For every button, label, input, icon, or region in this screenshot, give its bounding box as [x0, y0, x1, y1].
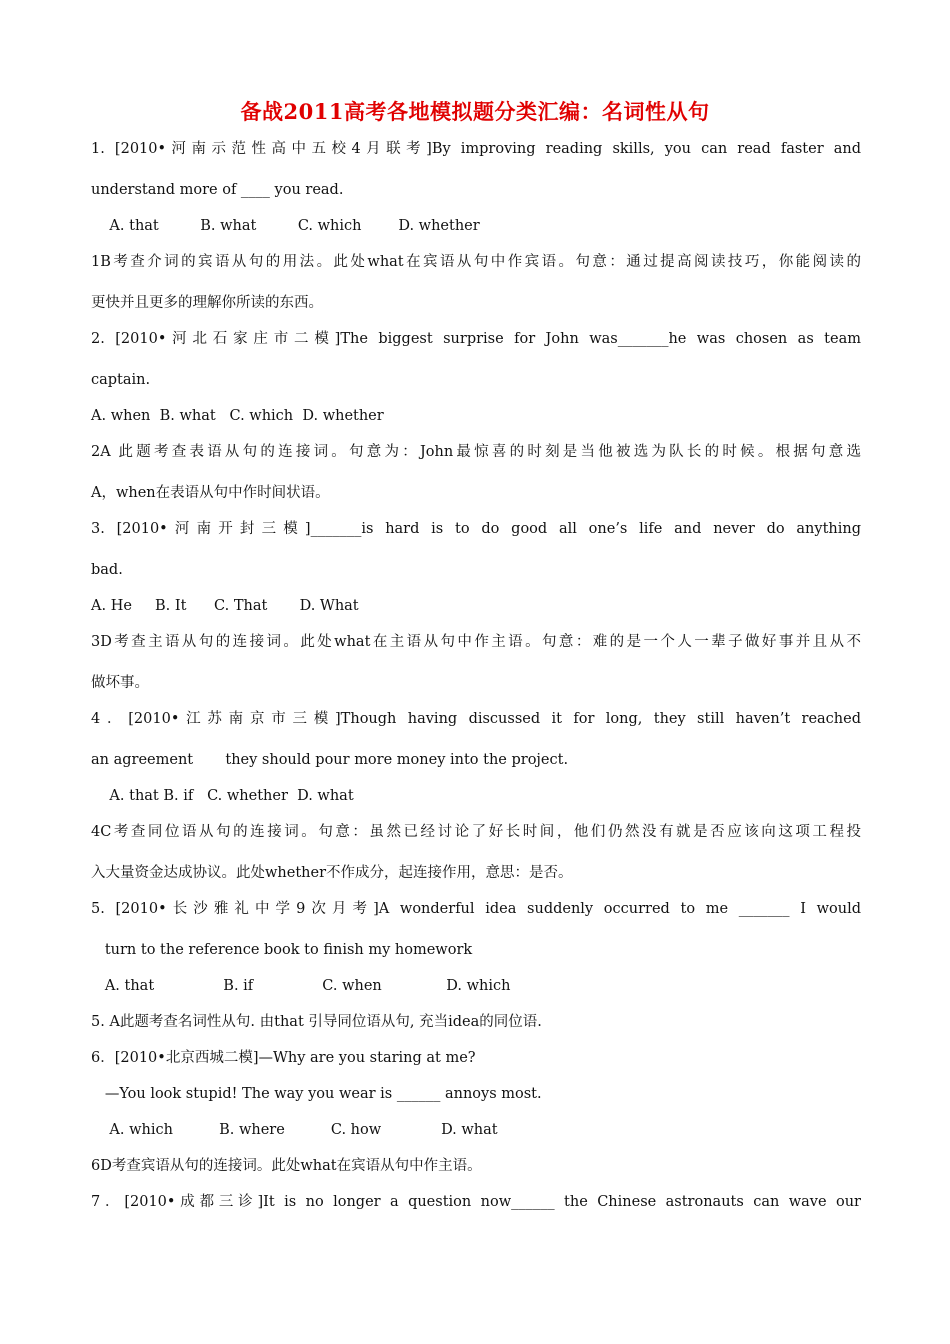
q5-options: A. that B. if C. when D. which	[91, 978, 511, 994]
q4-explanation-line1: 4C考查同位语从句的连接词。句意：虽然已经讨论了好长时间，他们仍然没有就是否应该向这项工程投	[91, 824, 861, 840]
q2-stem-line1: 2. [2010•河北石家庄市二模]The biggest surprise for John was_______he was chosen as team	[91, 331, 861, 347]
q2-stem-line2: captain.	[91, 372, 151, 388]
q3-stem-line2: bad.	[91, 562, 123, 578]
page-title: 备战2011高考各地模拟题分类汇编：名词性从句	[240, 99, 710, 124]
q1-options: A. that B. what C. which D. whether	[91, 218, 480, 234]
q4-stem-line2: an agreement they should pour more money into the project.	[91, 752, 569, 768]
q3-explanation-line2: 做坏事。	[91, 675, 149, 691]
q5-stem-line1: 5. [2010•长沙雅礼中学9次月考]A wonderful idea suddenly occurred to me _______ I would	[91, 901, 861, 917]
q6-stem-line1: 6．[2010•北京西城二模]—Why are you staring at me?	[91, 1050, 476, 1066]
q3-options: A. He B. It C. That D. What	[91, 598, 359, 614]
q2-options: A. when B. what C. which D. whether	[91, 408, 384, 424]
q6-options: A. which B. where C. how D. what	[91, 1122, 498, 1138]
q1-stem-line2: understand more of ____ you read.	[91, 182, 344, 198]
q5-explanation: 5. A此题考查名词性从句. 由that 引导同位语从句, 充当idea的同位语.	[91, 1014, 542, 1030]
q4-explanation-line2: 入大量资金达成协议。此处whether不作成分，起连接作用，意思：是否。	[91, 865, 573, 881]
q3-stem-line1: 3. [2010•河南开封三模]_______is hard is to do good all one’s life and never do anything	[91, 521, 861, 537]
q2-explanation-line1: 2A 此题考查表语从句的连接词。句意为：John最惊喜的时刻是当他被选为队长的时候。根据句意选	[91, 444, 861, 460]
q1-explanation-line1: 1B考查介词的宾语从句的用法。此处what在宾语从句中作宾语。句意：通过提高阅读技巧，你能阅读的	[91, 254, 861, 270]
q4-options: A. that B. if C. whether D. what	[91, 788, 354, 804]
q3-explanation-line1: 3D考查主语从句的连接词。此处what在主语从句中作主语。句意：难的是一个人一辈子做好事并且从不	[91, 634, 861, 650]
q1-explanation-line2: 更快并且更多的理解你所读的东西。	[91, 295, 323, 311]
q2-explanation-line2: A，when在表语从句中作时间状语。	[91, 485, 330, 501]
q7-stem-line1: 7．[2010•成都三诊]It is no longer a question now______ the Chinese astronauts can wave our	[91, 1194, 861, 1210]
q4-stem-line1: 4．[2010•江苏南京市三模]Though having discussed it for long, they still haven’t reached	[91, 711, 861, 727]
q6-explanation: 6D考查宾语从句的连接词。此处what在宾语从句中作主语。	[91, 1158, 482, 1174]
q1-stem-line1: 1. [2010•河南示范性高中五校4月联考]By improving reading skills, you can read faster and	[91, 141, 861, 157]
q6-stem-line2: —You look stupid! The way you wear is ______ annoys most.	[91, 1086, 542, 1102]
q5-stem-line2: turn to the reference book to finish my homework	[91, 942, 473, 958]
